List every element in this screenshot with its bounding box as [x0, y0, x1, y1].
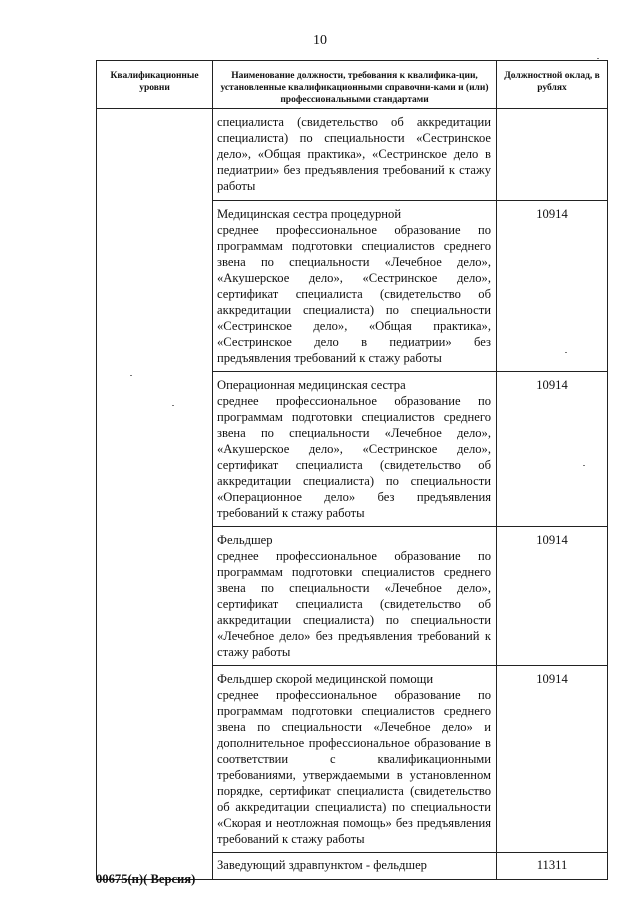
- position-cell: [213, 527, 497, 666]
- table-header-row: [97, 61, 608, 109]
- scan-speck: [172, 405, 174, 406]
- scan-speck: [597, 58, 599, 59]
- position-description: среднее профессиональное образование по программам подготовки специалистов среднего звена по специальности «Лечебное дело», «Акушерское дело», «Сестринское дело», сертификат специалиста (свидетельство об аккредитации специалиста) по специальности «Сестринское дело», «Общая практика», «Сестринское дело в педиатрии» без предъявления требований к стажу работы: [217, 223, 491, 365]
- header-salary: Должностной оклад, в рублях: [497, 61, 608, 109]
- salary-cell: 10914: [497, 527, 608, 666]
- salary-cell: 11311: [497, 853, 608, 880]
- salary-cell: [497, 109, 608, 201]
- position-cell: [213, 372, 497, 527]
- position-description: среднее профессиональное образование по программам подготовки специалистов среднего звена по специальности «Лечебное дело» и дополнительное профессиональное образование в соответствии с квалификационными требованиями, утверждаемыми в установленном порядке, сертификат специалиста (свидетельство об аккредитации специалиста) по специальности «Скорая и неотложная помощь» без предъявления требований к стажу работы: [217, 688, 491, 846]
- position-title: Фельдшер скорой медицинской помощи: [217, 672, 434, 686]
- position-description: среднее профессиональное образование по программам подготовки специалистов среднего звена по специальности «Лечебное дело», «Акушерское дело», «Сестринское дело», сертификат специалиста (свидетельство об аккредитации специалиста) по специальности «Операционное дело» без предъявления требований к стажу работы: [217, 394, 491, 520]
- page-number: 10: [313, 33, 327, 48]
- position-description: среднее профессиональное образование по программам подготовки специалистов среднего звена по специальности «Лечебное дело», сертификат специалиста (свидетельство об аккредитации специалиста) по специальности «Лечебное дело» без предъявления требований к стажу работы: [217, 549, 491, 659]
- position-description: специалиста (свидетельство об аккредитации специалиста) по специальности «Сестринское дело», «Общая практика», «Сестринское дело в педиатрии» без предъявления требований к стажу работы: [217, 115, 491, 193]
- position-cell: [213, 109, 497, 201]
- position-title: Заведующий здравпунктом - фельдшер: [217, 858, 427, 872]
- position-title: Медицинская сестра процедурной: [217, 207, 402, 221]
- document-footer-code: 00675(п)( Версия): [96, 872, 196, 886]
- scan-speck: [583, 465, 585, 466]
- header-position-requirements: Наименование должности, требования к квалифика-ции, установленные квалификационными справочни-ками и (или) профессиональными стандартами: [213, 61, 497, 109]
- position-cell: [213, 201, 497, 372]
- qualification-table: [96, 60, 608, 880]
- position-title: Фельдшер: [217, 533, 273, 547]
- position-cell: [213, 853, 497, 880]
- header-qualification-levels: Квалификационные уровни: [97, 61, 213, 109]
- salary-cell: 10914: [497, 372, 608, 527]
- salary-cell: 10914: [497, 666, 608, 853]
- salary-cell: 10914: [497, 201, 608, 372]
- position-title: Операционная медицинская сестра: [217, 378, 406, 392]
- level-cell: [97, 109, 213, 880]
- table-row: [97, 109, 608, 201]
- scan-speck: [565, 352, 567, 353]
- scan-speck: [130, 375, 132, 376]
- position-cell: [213, 666, 497, 853]
